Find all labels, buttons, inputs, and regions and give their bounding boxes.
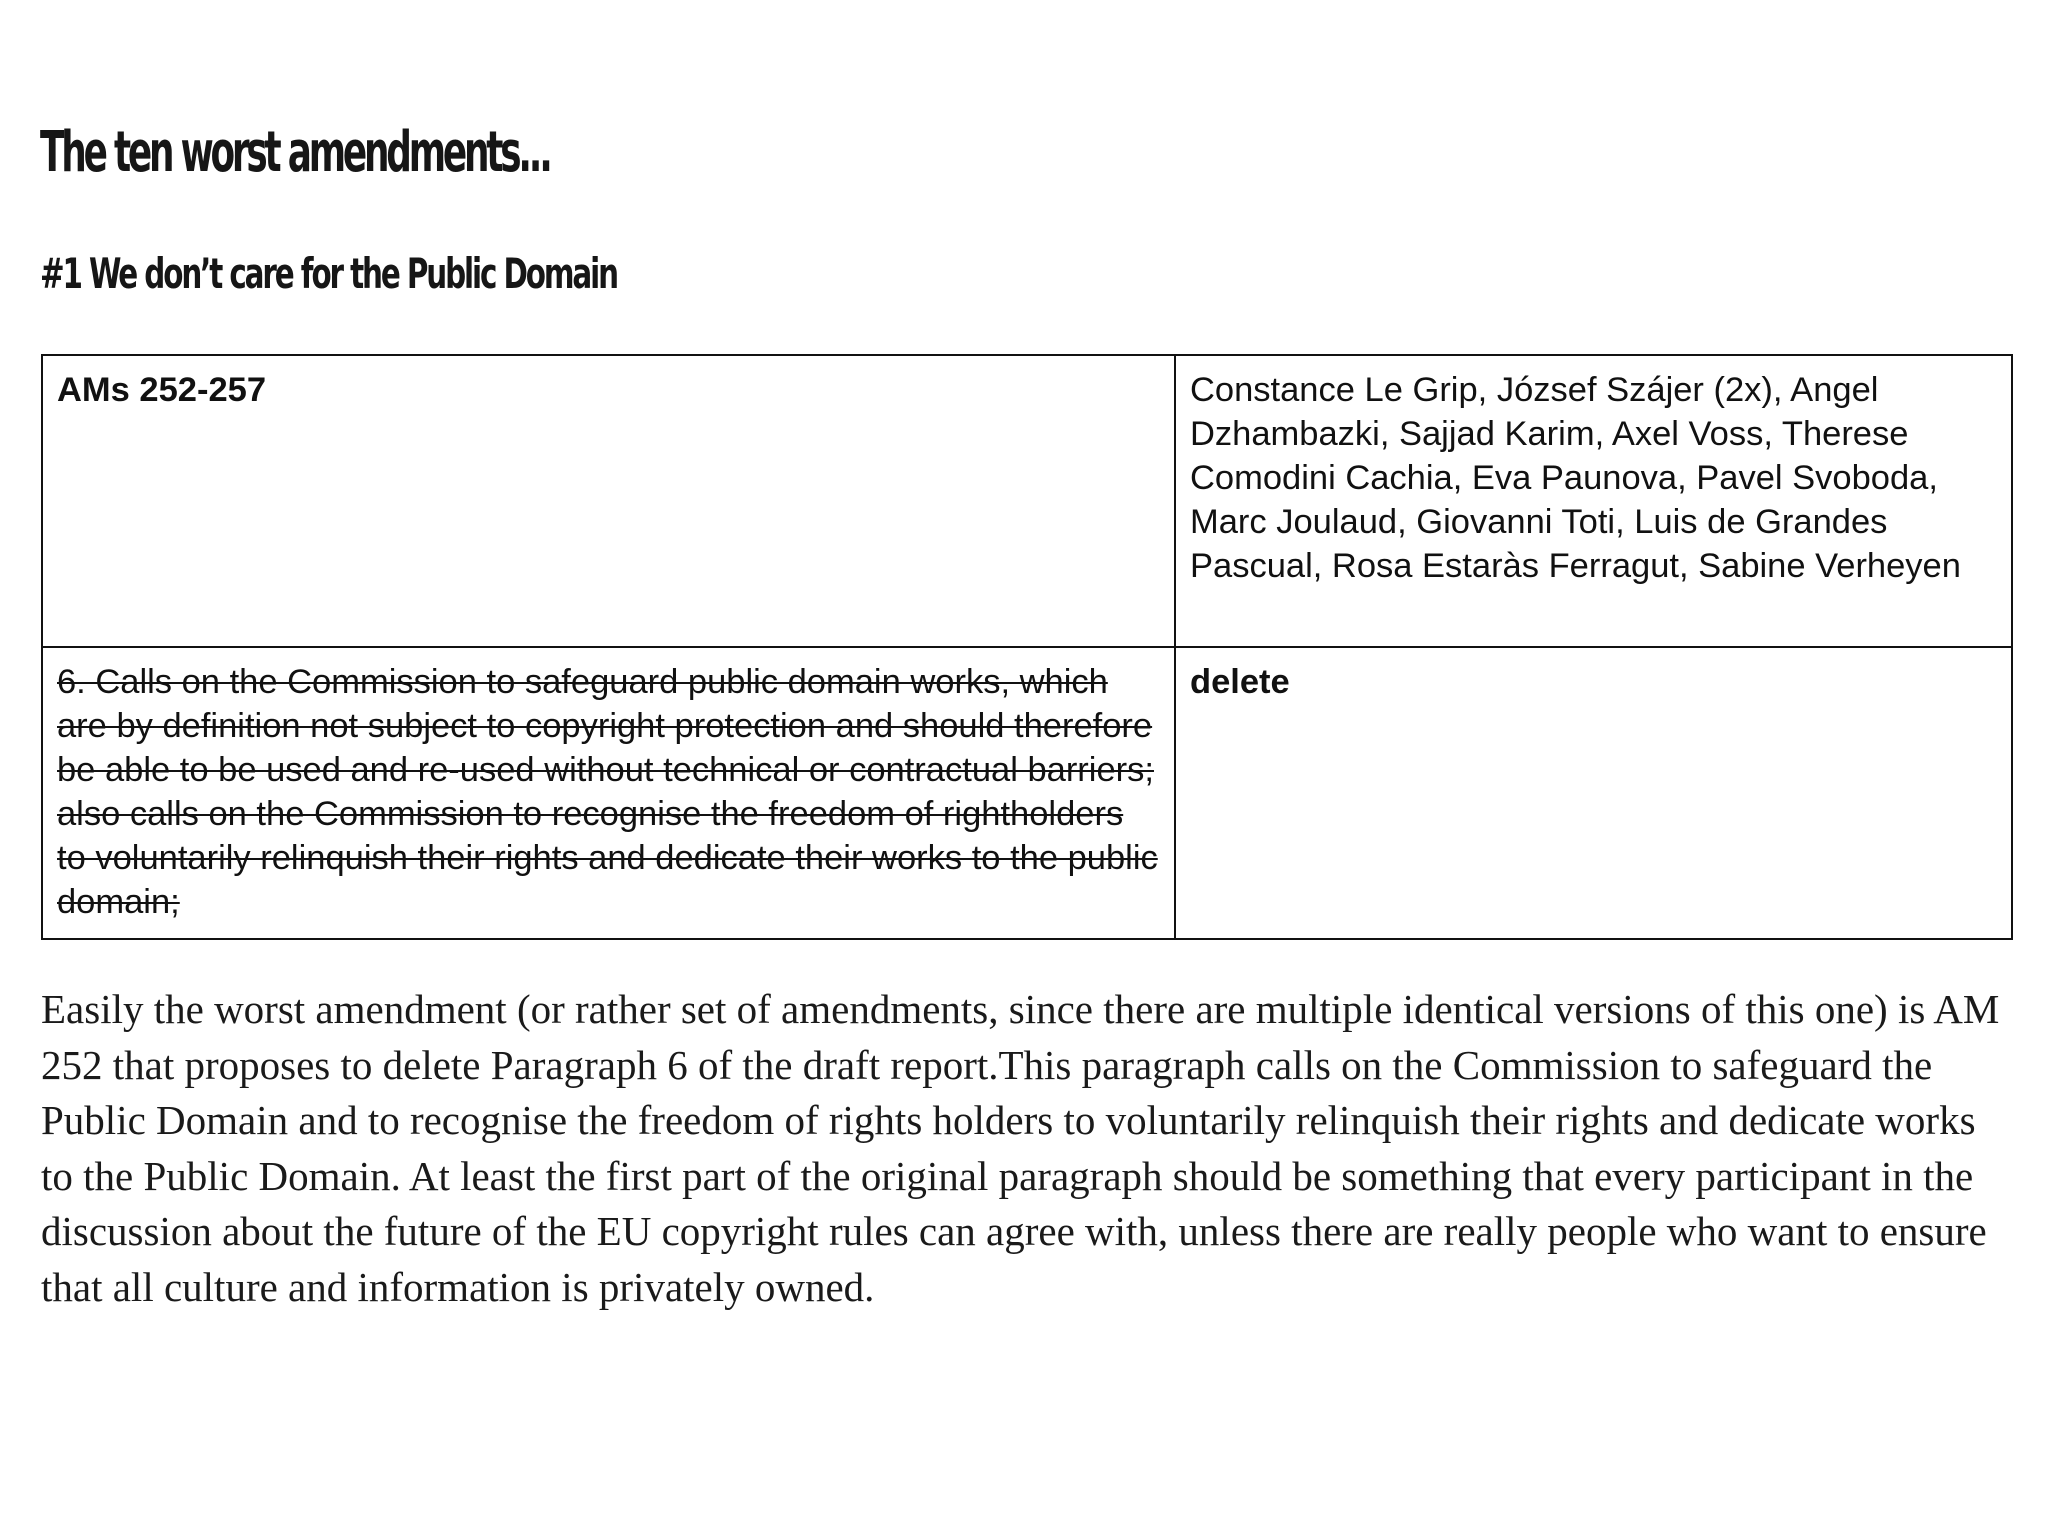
table-row <box>42 355 2012 647</box>
deleted-paragraph-cell: 6. Calls on the Commission to safeguard public domain works, which are by definition not subject to copyright protection and should therefore be able to be used and re-used without technical or contractual barriers; also calls on the Commission to recognise the freedom of rightholders to voluntarily relinquish their rights and dedicate their works to the public domain; <box>42 647 1175 939</box>
amendment-table <box>41 354 2013 940</box>
body-paragraph: Easily the worst amendment (or rather set of amendments, since there are multiple identical versions of this one) is AM 252 that proposes to delete Paragraph 6 of the draft report.This paragraph calls on the Commission to safeguard the Public Domain and to recognise the freedom of rights holders to voluntarily relinquish their rights and dedicate works to the Public Domain. At least the first part of the original paragraph should be something that every participant in the discussion about the future of the EU copyright rules can agree with, unless there are really people who want to ensure that all culture and information is privately owned. <box>41 986 2000 1310</box>
amendment-numbers-cell: AMs 252-257 <box>42 355 1175 647</box>
page-title: The ten worst amendments... <box>40 120 550 185</box>
proposal-cell: delete <box>1175 647 2012 939</box>
section-heading: #1 We don’t care for the Public Domain <box>40 249 617 298</box>
authors-cell: Constance Le Grip, József Szájer (2x), Angel Dzhambazki, Sajjad Karim, Axel Voss, Therese Comodini Cachia, Eva Paunova, Pavel Svoboda, Marc Joulaud, Giovanni Toti, Luis de Grandes Pascual, Rosa Estaràs Ferragut, Sabine Verheyen <box>1175 355 2012 647</box>
table-row <box>42 647 2012 939</box>
